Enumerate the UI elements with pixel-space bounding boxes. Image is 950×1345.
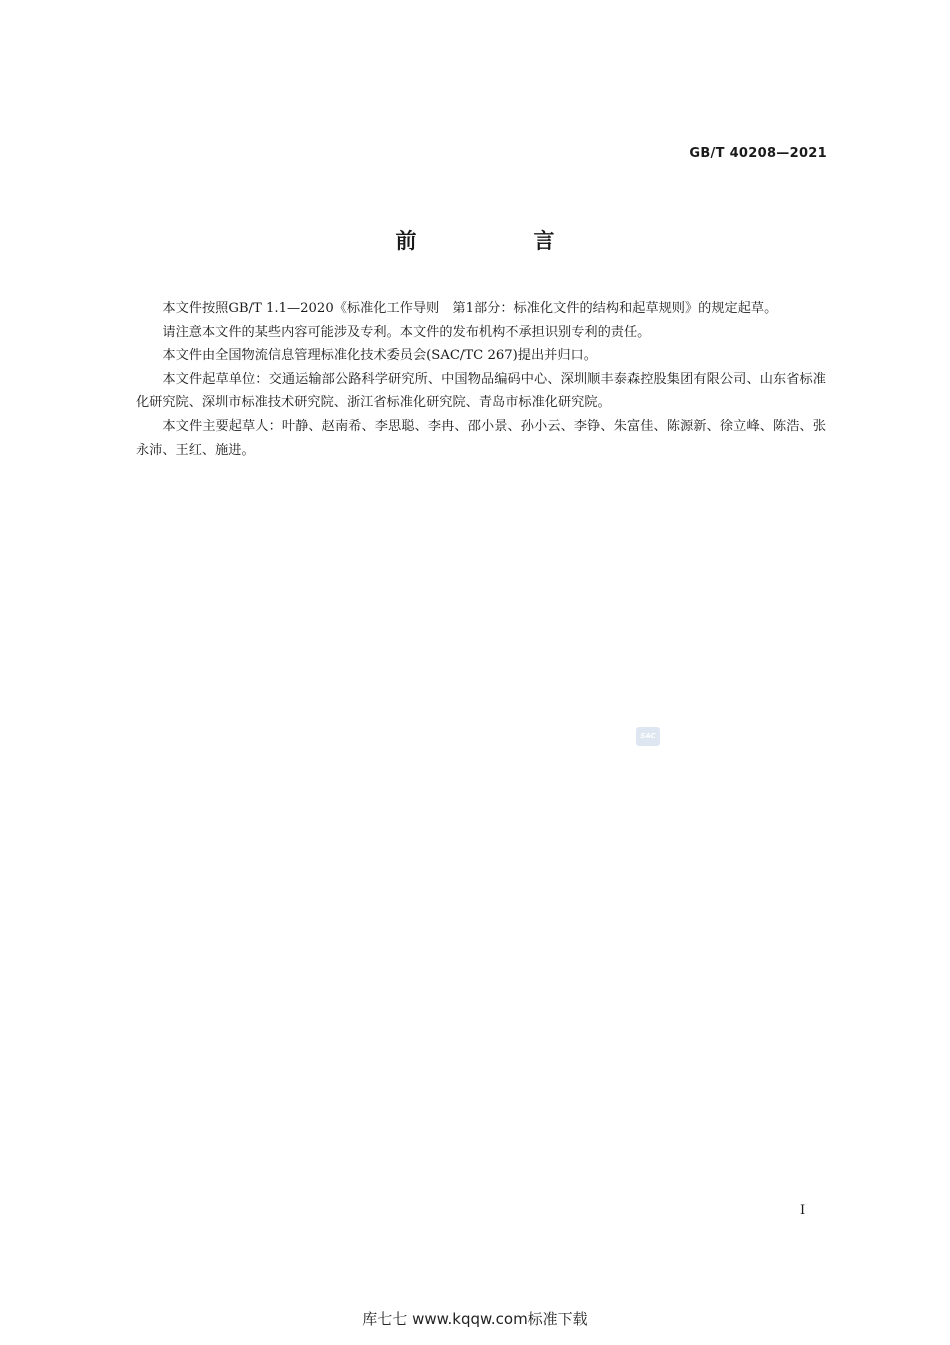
- paragraph-drafters: 本文件主要起草人：叶静、赵南希、李思聪、李冉、邵小景、孙小云、李铮、朱富佳、陈源新、徐立峰、陈浩、张永沛、王红、施进。: [136, 418, 826, 458]
- sac-watermark-logo: SAC: [636, 727, 660, 746]
- paragraph-drafting-units: 本文件起草单位：交通运输部公路科学研究所、中国物品编码中心、深圳顺丰泰森控股集团有限公司、山东省标准化研究院、深圳市标准技术研究院、浙江省标准化研究院、青岛市标准化研究院。: [136, 371, 826, 411]
- foreword-body: [136, 297, 826, 462]
- page-number: I: [800, 1203, 806, 1218]
- paragraph-drafting-rules: 本文件按照GB/T 1.1—2020《标准化工作导则 第1部分：标准化文件的结构和起草规则》的规定起草。: [162, 301, 778, 316]
- paragraph-proposer: 本文件由全国物流信息管理标准化技术委员会(SAC/TC 267)提出并归口。: [162, 348, 597, 364]
- paragraph-patent-notice: 请注意本文件的某些内容可能涉及专利。本文件的发布机构不承担识别专利的责任。: [162, 324, 651, 340]
- footer-download-note: 库七七 www.kqqw.com标准下载: [362, 1310, 588, 1328]
- page-title: 前 言: [395, 229, 603, 253]
- standard-code: GB/T 40208—2021: [689, 146, 827, 161]
